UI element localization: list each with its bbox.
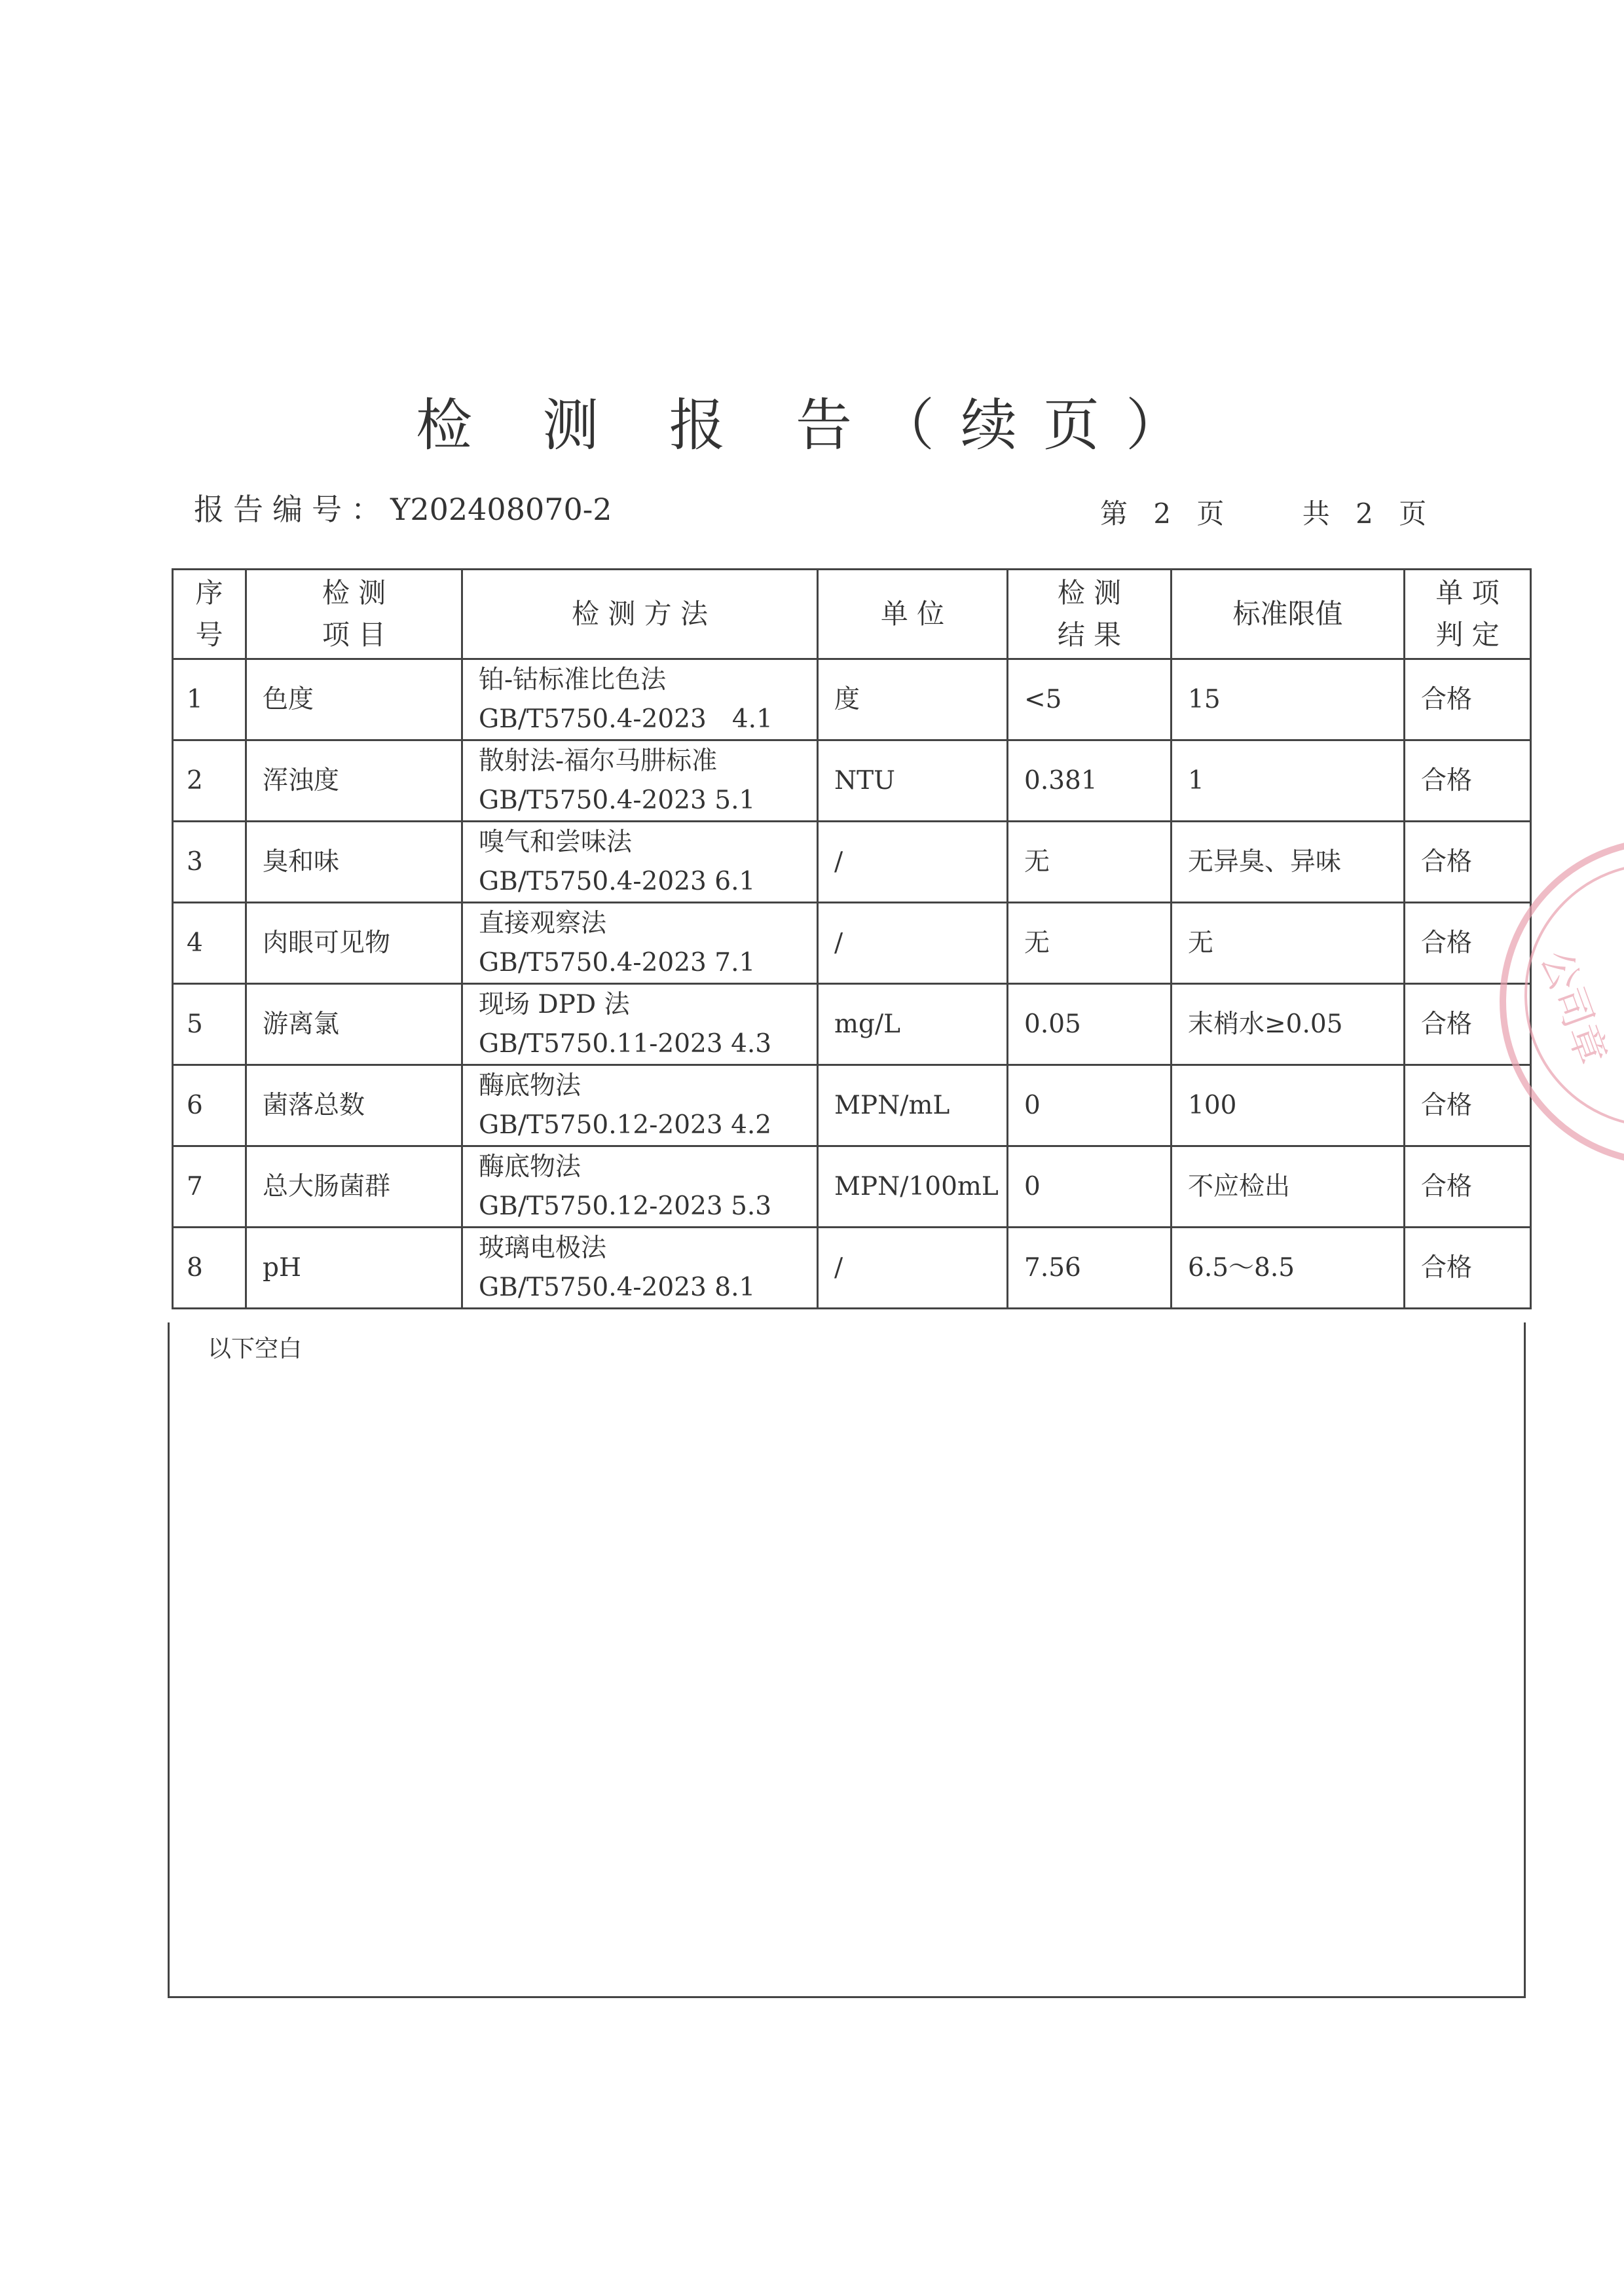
cell-method [462,1228,818,1309]
page-info [1100,492,1433,532]
cell-result: <5 [1008,659,1172,740]
cell-seq: 5 [173,984,246,1065]
table-row [173,1146,1531,1228]
cell-limit: 100 [1172,1065,1405,1146]
page-title: 检 测 报 告（续页） [415,393,1208,458]
method-name: 酶底物法 [479,1070,581,1101]
cell-item: 肉眼可见物 [246,903,462,984]
svg-text:公司章: 公司章 [1532,944,1615,1071]
method-name: 玻璃电极法 [479,1233,607,1263]
cell-item: 菌落总数 [246,1065,462,1146]
method-standard: GB/T5750.4-2023 6.1 [479,866,756,896]
method-standard: GB/T5750.4-2023 5.1 [479,785,756,815]
company-seal [1500,838,1624,1165]
total-pages: 共 2 页 [1302,498,1427,530]
table-row [173,659,1531,740]
cell-seq: 2 [173,740,246,822]
method-standard: GB/T5750.11-2023 4.3 [479,1029,772,1059]
table-row [173,740,1531,822]
cell-method [462,740,818,822]
method-standard: GB/T5750.12-2023 4.2 [479,1110,772,1140]
table-row [173,822,1531,903]
cell-unit: MPN/mL [818,1065,1008,1146]
cell-result: 0 [1008,1146,1172,1228]
cell-limit: 1 [1172,740,1405,822]
cell-unit: 度 [818,659,1008,740]
method-standard: GB/T5750.4-2023 4.1 [479,704,773,734]
cell-unit: / [818,903,1008,984]
cell-result: 无 [1008,903,1172,984]
table-header-row [173,570,1531,659]
header-item: 检 测 项 目 [246,570,462,659]
cell-limit: 6.5～8.5 [1172,1228,1405,1309]
cell-item: 总大肠菌群 [246,1146,462,1228]
cell-result: 0 [1008,1065,1172,1146]
cell-seq: 7 [173,1146,246,1228]
cell-method [462,903,818,984]
header-judge: 单 项 判 定 [1405,570,1531,659]
cell-method [462,1146,818,1228]
method-standard: GB/T5750.4-2023 8.1 [479,1272,756,1302]
method-standard: GB/T5750.12-2023 5.3 [479,1191,772,1221]
method-name: 嗅气和尝味法 [479,827,633,857]
header-limit: 标准限值 [1172,570,1405,659]
cell-judge: 合格 [1405,1146,1531,1228]
table-row [173,1065,1531,1146]
cell-method [462,1065,818,1146]
cell-judge: 合格 [1405,903,1531,984]
method-name: 铂-钴标准比色法 [479,665,667,695]
table-row [173,984,1531,1065]
cell-item: 浑浊度 [246,740,462,822]
header-result: 检 测 结 果 [1008,570,1172,659]
cell-result: 7.56 [1008,1228,1172,1309]
page-number: 第 2 页 [1100,498,1225,530]
cell-item: 色度 [246,659,462,740]
header-unit: 单 位 [818,570,1008,659]
cell-limit: 15 [1172,659,1405,740]
cell-judge: 合格 [1405,659,1531,740]
cell-method [462,984,818,1065]
cell-result: 0.05 [1008,984,1172,1065]
method-name: 散射法-福尔马肼标准 [479,746,718,776]
cell-method [462,659,818,740]
report-number-value: Y202408070-2 [390,492,612,527]
cell-unit: MPN/100mL [818,1146,1008,1228]
header-method: 检 测 方 法 [462,570,818,659]
method-name: 直接观察法 [479,908,607,938]
method-name: 现场 DPD 法 [479,989,630,1019]
cell-seq: 4 [173,903,246,984]
cell-seq: 3 [173,822,246,903]
cell-judge: 合格 [1405,1065,1531,1146]
cell-item: 游离氯 [246,984,462,1065]
cell-limit: 不应检出 [1172,1146,1405,1228]
blank-area [168,1322,1526,1998]
method-name: 酶底物法 [479,1152,581,1182]
cell-unit: NTU [818,740,1008,822]
report-number-label: 报告编号： [194,492,390,527]
cell-seq: 1 [173,659,246,740]
cell-result: 无 [1008,822,1172,903]
cell-judge: 合格 [1405,984,1531,1065]
cell-limit: 末梢水≥0.05 [1172,984,1405,1065]
cell-judge: 合格 [1405,822,1531,903]
cell-unit: / [818,1228,1008,1309]
cell-unit: mg/L [818,984,1008,1065]
table-row [173,1228,1531,1309]
test-results-table [172,568,1532,1309]
blank-note: 以下空白 [208,1336,303,1362]
cell-judge: 合格 [1405,1228,1531,1309]
header-seq: 序 号 [173,570,246,659]
cell-seq: 6 [173,1065,246,1146]
cell-judge: 合格 [1405,740,1531,822]
cell-unit: / [818,822,1008,903]
table-row [173,903,1531,984]
cell-limit: 无异臭、异味 [1172,822,1405,903]
cell-limit: 无 [1172,903,1405,984]
method-standard: GB/T5750.4-2023 7.1 [479,947,756,977]
cell-item: pH [246,1228,462,1309]
cell-result: 0.381 [1008,740,1172,822]
cell-method [462,822,818,903]
report-number [194,486,612,529]
cell-item: 臭和味 [246,822,462,903]
cell-seq: 8 [173,1228,246,1309]
